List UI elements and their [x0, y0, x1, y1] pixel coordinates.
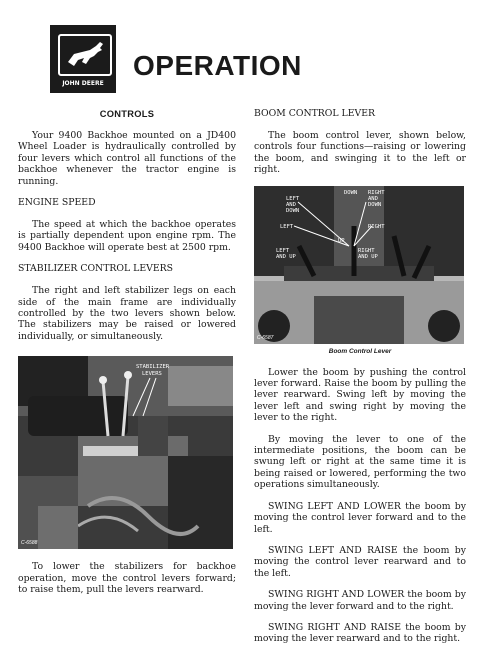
label-left-and-down-3: DOWN: [286, 207, 300, 214]
label-right-and-down-1: RIGHT: [368, 189, 385, 196]
label-right-and-down-3: DOWN: [368, 201, 382, 208]
label-left: LEFT: [280, 223, 294, 230]
engine-speed-paragraph: The speed at which the backhoe operates is partially dependent upon engine rpm. The 9400 Backhoe will operate best at 2500 rpm.: [18, 219, 236, 253]
boom-paragraph-2: By moving the lever to one of the intermediate positions, the boom can be swung left or right at the same time it is being raised or lowered, performing the two operations simultaneously.: [254, 433, 466, 491]
boom-paragraph-5: SWING RIGHT AND LOWER the boom by moving the lever forward and to the right.: [254, 589, 466, 612]
left-column: [18, 108, 236, 596]
lower-stabilizers-paragraph: To lower the stabilizers for backhoe operation, move the control levers forward; to raise them, pull the levers rearward.: [18, 561, 236, 596]
label-right-and-down-2: AND: [368, 195, 378, 202]
page-title: OPERATION: [133, 50, 302, 81]
label-up: UP: [338, 237, 345, 244]
right-column: [254, 108, 466, 645]
figure-number: C-6588: [21, 540, 38, 547]
boom-paragraph-1: Lower the boom by pushing the control lever forward. Raise the boom by pulling the lever rearward. Swing left by moving the lever left and swing right by moving the lever to the right.: [254, 366, 466, 424]
label-left-and-down-2: AND: [286, 201, 296, 208]
boom-control-paragraph: The boom control lever, shown below, controls four functions—raising or lowering the boom, and swinging it to the left or right.: [254, 130, 466, 176]
stabilizer-levers-photo: [18, 356, 233, 549]
john-deere-logo: [50, 25, 116, 93]
controls-heading: CONTROLS: [99, 109, 155, 119]
figure-number: C-6587: [257, 334, 274, 341]
deer-icon: [58, 34, 112, 76]
label-left-and-down-1: LEFT: [286, 195, 300, 202]
photo-caption: Boom Control Lever: [328, 347, 392, 355]
boom-paragraph-4: SWING LEFT AND RAISE the boom by moving the control lever rearward and to the left.: [254, 544, 466, 579]
stabilizer-paragraph: The right and left stabilizer legs on each side of the main frame are individually controlled by the two levers shown below. The stabilizers may be raised or lowered individually, or simultaneously.: [18, 285, 236, 342]
label-right: RIGHT: [368, 223, 385, 230]
photo-label-stabilizer: STABILIZER: [136, 364, 170, 371]
label-right-and-up-1: RIGHT: [358, 247, 375, 254]
controls-paragraph: Your 9400 Backhoe mounted on a JD400 Wheel Loader is hydraulically controlled by four levers which control all functions of the backhoe whenever the tractor engine is running.: [18, 130, 236, 187]
boom-control-lever-photo: [254, 186, 464, 344]
engine-speed-heading: ENGINE SPEED: [18, 197, 96, 209]
boom-paragraph-6: SWING RIGHT AND RAISE the boom by moving the lever rearward and to the right.: [254, 621, 466, 645]
boom-control-heading: BOOM CONTROL LEVER: [254, 108, 376, 119]
logo-text: JOHN DEERE: [62, 80, 104, 87]
boom-paragraph-3: SWING LEFT AND LOWER the boom by moving the control lever forward and to the left.: [254, 500, 466, 535]
label-left-and-up-1: LEFT: [276, 247, 290, 254]
photo-label-levers: LEVERS: [142, 371, 162, 378]
label-left-and-up-2: AND UP: [276, 253, 296, 260]
label-right-and-up-2: AND UP: [358, 253, 378, 260]
stabilizer-heading: STABILIZER CONTROL LEVERS: [18, 263, 173, 275]
label-down: DOWN: [344, 189, 358, 196]
